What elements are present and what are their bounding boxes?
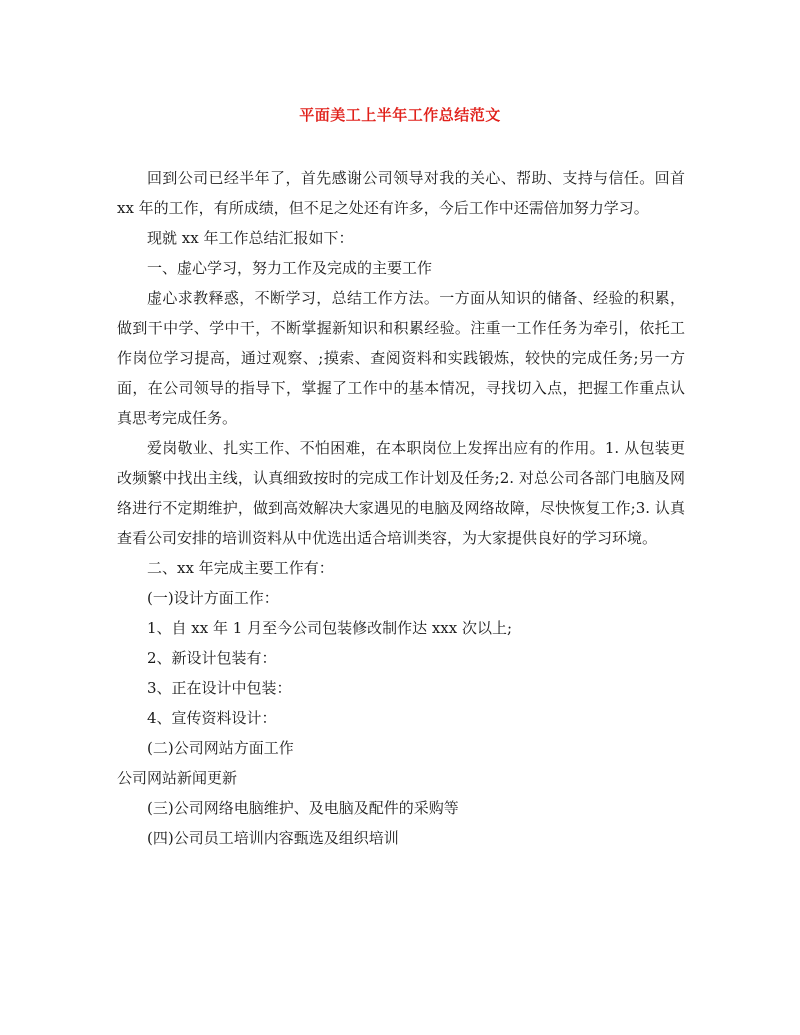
subsection-website: (二)公司网站方面工作	[147, 739, 294, 757]
paragraph-intro: 回到公司已经半年了，首先感谢公司领导对我的关心、帮助、支持与信任。回首 xx 年的工作，有所成绩，但不足之处还有许多，今后工作中还需倍加努力学习。	[117, 169, 685, 217]
document-body	[117, 163, 685, 853]
list-item: 4、宣传资料设计：	[147, 709, 277, 727]
list-item: 1、自 xx 年 1 月至今公司包装修改制作达 xxx 次以上;	[147, 619, 513, 637]
paragraph-report-lead: 现就 xx 年工作总结汇报如下：	[147, 229, 354, 247]
website-news-line: 公司网站新闻更新	[117, 769, 238, 787]
paragraph-learning: 虚心求教释惑，不断学习，总结工作方法。一方面从知识的储备、经验的积累，做到干中学、学中干，不断掌握新知识和积累经验。注重一工作任务为牵引，依托工作岗位学习提高，通过观察、;摸索、查阅资料和实践锻炼，较快的完成任务;另一方面，在公司领导的指导下，掌握了工作中的基本情况，寻找切入点，把握工作重点认真思考完成任务。	[117, 289, 685, 427]
section-heading-1: 一、虚心学习，努力工作及完成的主要工作	[147, 259, 433, 277]
document-title: 平面美工上半年工作总结范文	[299, 106, 501, 124]
subsection-design: (一)设计方面工作：	[147, 589, 279, 607]
list-item: 2、新设计包装有：	[147, 649, 277, 667]
list-item: 3、正在设计中包装：	[147, 679, 292, 697]
section-heading-2: 二、xx 年完成主要工作有：	[147, 559, 334, 577]
paragraph-dedication: 爱岗敬业、扎实工作、不怕困难，在本职岗位上发挥出应有的作用。1. 从包装更改频繁中找出主线，认真细致按时的完成工作计划及任务;2. 对总公司各部门电脑及网络进行不定期维护，做到高效解决大家遇见的电脑及网络故障，尽快恢复工作;3. 认真查看公司安排的培训资料从中优选出适合培训类容，为大家提供良好的学习环境。	[117, 439, 685, 547]
subsection-training: (四)公司员工培训内容甄选及组织培训	[147, 829, 399, 847]
subsection-network: (三)公司网络电脑维护、及电脑及配件的采购等	[147, 799, 459, 817]
